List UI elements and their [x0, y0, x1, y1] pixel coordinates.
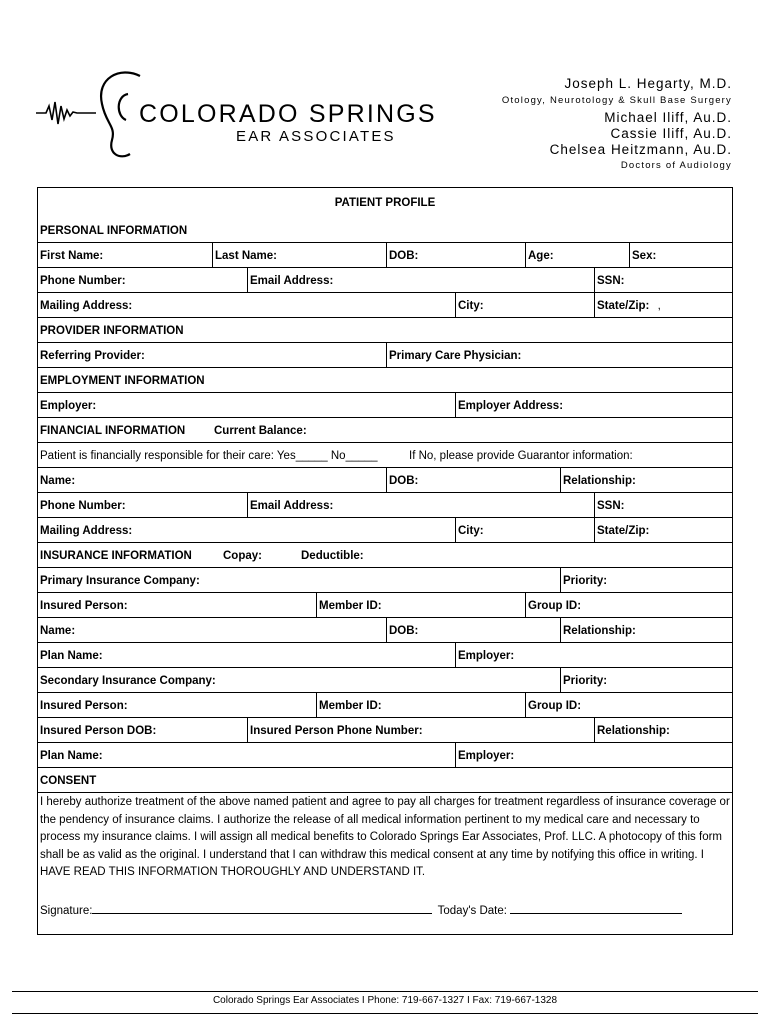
form-row — [38, 643, 732, 668]
signature-line — [40, 902, 682, 917]
secondary-insured-dob-field[interactable]: Insured Person DOB: — [40, 725, 157, 737]
form-row — [38, 293, 732, 318]
primary-member-id-field[interactable]: Member ID: — [316, 593, 525, 617]
guarantor-state-zip-field[interactable]: State/Zip: — [594, 518, 734, 542]
personal-info-heading: PERSONAL INFORMATION — [40, 225, 188, 237]
guarantor-relationship-field[interactable]: Relationship: — [560, 468, 734, 492]
secondary-employer-field[interactable]: Employer: — [455, 743, 734, 767]
email-address-field[interactable]: Email Address: — [247, 268, 594, 292]
form-row — [38, 443, 732, 468]
form-row — [38, 668, 732, 693]
primary-group-id-field[interactable]: Group ID: — [525, 593, 734, 617]
ssn-field[interactable]: SSN: — [594, 268, 734, 292]
provider-info-heading: PROVIDER INFORMATION — [40, 325, 184, 337]
form-row — [38, 693, 732, 718]
primary-insured-dob-field[interactable]: DOB: — [386, 618, 560, 642]
secondary-insurance-company-field[interactable]: Secondary Insurance Company: — [40, 675, 216, 687]
consent-text: I hereby authorize treatment of the above named patient and agree to pay all charges for treatment regardless of insurance coverage or the pendency of insurance claims. I authorize the release of all medical information pertinent to my medical care and necessary to process my insurance claims. I will assign all medical benefits to Colorado Springs Ear Associates, Prof. LLC. A photocopy of this form shall be as valid as the original. I understand that I can withdraw this medical consent at any time by notifying this office in writing. I HAVE READ THIS INFORMATION THOROUGHLY AND UNDERSTAND IT. — [40, 796, 730, 879]
section-heading-row — [38, 368, 732, 393]
doctor-name: Michael Iliff, Au.D. — [604, 110, 732, 125]
guarantor-email-field[interactable]: Email Address: — [247, 493, 594, 517]
footer-divider — [12, 1013, 758, 1014]
logo-subtitle: EAR ASSOCIATES — [236, 128, 396, 145]
secondary-plan-name-field[interactable]: Plan Name: — [40, 750, 103, 762]
todays-date-label: Today's Date: — [437, 905, 507, 917]
section-heading-row — [38, 218, 732, 243]
guarantor-instruction: If No, please provide Guarantor information: — [409, 450, 633, 462]
form-title: PATIENT PROFILE — [334, 197, 436, 209]
secondary-group-id-field[interactable]: Group ID: — [525, 693, 734, 717]
logo-name: COLORADO SPRINGS — [139, 100, 437, 128]
dob-field[interactable]: DOB: — [386, 243, 525, 267]
practice-logo — [36, 64, 437, 164]
ear-waveform-icon — [36, 64, 156, 164]
phone-number-field[interactable]: Phone Number: — [40, 275, 126, 287]
patient-profile-form — [37, 187, 733, 935]
primary-insured-relationship-field[interactable]: Relationship: — [560, 618, 734, 642]
section-heading-row — [38, 418, 732, 443]
financial-responsibility-question[interactable]: Patient is financially responsible for their care: Yes_____ No_____ — [40, 450, 378, 462]
form-row — [38, 493, 732, 518]
primary-priority-field[interactable]: Priority: — [560, 568, 734, 592]
form-row — [38, 243, 732, 268]
form-row — [38, 618, 732, 643]
employer-address-field[interactable]: Employer Address: — [455, 393, 734, 417]
form-row — [38, 593, 732, 618]
secondary-member-id-field[interactable]: Member ID: — [316, 693, 525, 717]
primary-insurance-company-field[interactable]: Primary Insurance Company: — [40, 575, 200, 587]
section-heading-row — [38, 768, 732, 793]
signature-field[interactable] — [92, 902, 432, 914]
todays-date-field[interactable] — [510, 902, 682, 914]
footer-contact: Colorado Springs Ear Associates I Phone: 719-667-1327 I Fax: 719-667-1328 — [212, 995, 558, 1006]
section-heading-row — [38, 543, 732, 568]
secondary-priority-field[interactable]: Priority: — [560, 668, 734, 692]
guarantor-name-field[interactable]: Name: — [40, 475, 76, 487]
doctor-name: Chelsea Heitzmann, Au.D. — [549, 142, 732, 157]
primary-insured-name-field[interactable]: Name: — [40, 625, 76, 637]
footer-divider — [12, 991, 758, 992]
secondary-insured-person-field[interactable]: Insured Person: — [40, 700, 128, 712]
primary-employer-field[interactable]: Employer: — [455, 643, 734, 667]
copay-field[interactable]: Copay: — [223, 550, 262, 562]
age-field[interactable]: Age: — [525, 243, 629, 267]
first-name-field[interactable]: First Name: — [40, 250, 104, 262]
consent-heading: CONSENT — [40, 775, 97, 787]
doctors-title: Doctors of Audiology — [620, 160, 732, 171]
financial-info-heading: FINANCIAL INFORMATION — [40, 425, 186, 437]
form-title-row — [38, 188, 732, 218]
employment-info-heading: EMPLOYMENT INFORMATION — [40, 375, 205, 387]
guarantor-ssn-field[interactable]: SSN: — [594, 493, 734, 517]
form-row — [38, 343, 732, 368]
secondary-insured-relationship-field[interactable]: Relationship: — [594, 718, 734, 742]
guarantor-dob-field[interactable]: DOB: — [386, 468, 560, 492]
primary-plan-name-field[interactable]: Plan Name: — [40, 650, 103, 662]
guarantor-phone-field[interactable]: Phone Number: — [40, 500, 126, 512]
form-row — [38, 518, 732, 543]
doctor-name: Joseph L. Hegarty, M.D. — [564, 76, 732, 91]
current-balance-field[interactable]: Current Balance: — [214, 425, 307, 437]
form-row — [38, 743, 732, 768]
deductible-field[interactable]: Deductible: — [301, 550, 364, 562]
doctors-list — [402, 76, 732, 172]
state-zip-value: , — [657, 300, 661, 312]
sex-field[interactable]: Sex: — [629, 243, 734, 267]
insurance-info-heading: INSURANCE INFORMATION — [40, 550, 192, 562]
doctor-name: Cassie Iliff, Au.D. — [610, 126, 732, 141]
section-heading-row — [38, 318, 732, 343]
secondary-insured-phone-field[interactable]: Insured Person Phone Number: — [247, 718, 594, 742]
state-zip-field[interactable] — [594, 293, 734, 317]
signature-label: Signature: — [40, 905, 93, 917]
last-name-field[interactable]: Last Name: — [212, 243, 386, 267]
city-field[interactable]: City: — [455, 293, 594, 317]
form-row — [38, 568, 732, 593]
state-zip-label: State/Zip: — [597, 300, 650, 312]
mailing-address-field[interactable]: Mailing Address: — [40, 300, 133, 312]
primary-care-physician-field[interactable]: Primary Care Physician: — [386, 343, 734, 367]
guarantor-city-field[interactable]: City: — [455, 518, 594, 542]
form-row — [38, 718, 732, 743]
primary-insured-person-field[interactable]: Insured Person: — [40, 600, 128, 612]
form-row — [38, 268, 732, 293]
referring-provider-field[interactable]: Referring Provider: — [40, 350, 145, 362]
form-row — [38, 393, 732, 418]
form-row — [38, 468, 732, 493]
employer-field[interactable]: Employer: — [40, 400, 97, 412]
guarantor-mailing-address-field[interactable]: Mailing Address: — [40, 525, 133, 537]
doctor-specialty: Otology, Neurotology & Skull Base Surgery — [501, 95, 732, 106]
